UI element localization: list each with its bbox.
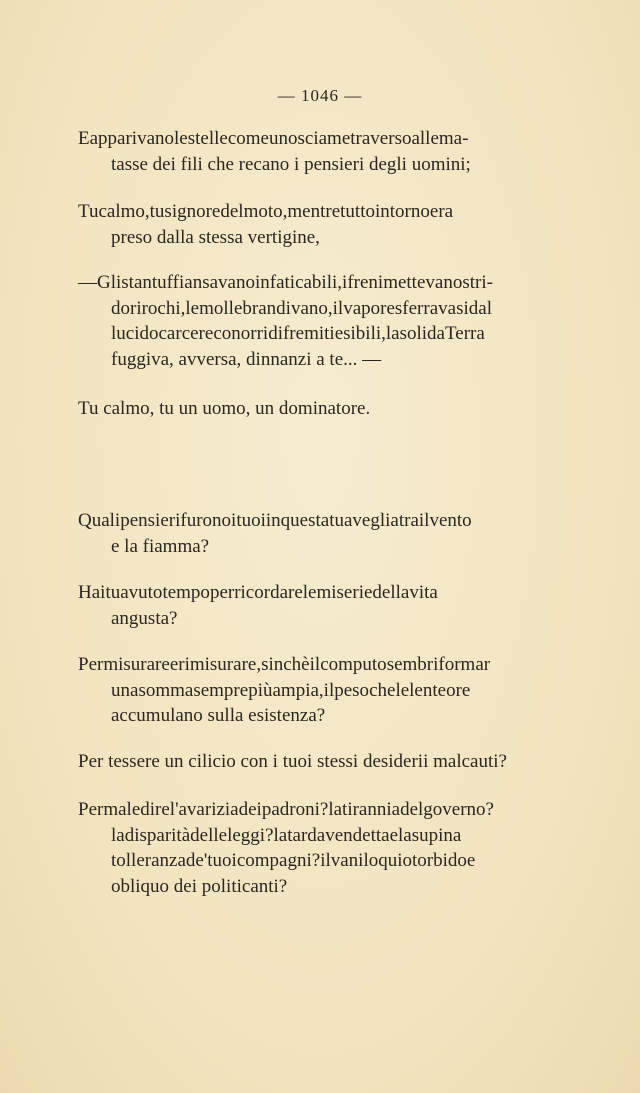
word: stelle [187, 128, 228, 149]
word: Per [78, 654, 104, 675]
word: stantuffi [121, 272, 185, 293]
word: come [227, 128, 269, 149]
stanza-line [78, 270, 584, 296]
word: tarda [287, 824, 326, 846]
word: ricordare [234, 582, 303, 603]
stanza-line: obliquo dei politicanti? [111, 875, 288, 897]
word: freni [347, 272, 384, 293]
word: peso [334, 679, 370, 701]
word: vento [429, 510, 472, 531]
word: orridi [240, 323, 283, 344]
word: miserie [316, 582, 373, 603]
stanza-line [78, 580, 584, 606]
stanza-3 [78, 270, 584, 372]
word: disparità [124, 824, 191, 846]
word: stri- [462, 272, 493, 293]
word: traverso [350, 128, 412, 149]
word: le [302, 582, 317, 603]
word: il [332, 297, 344, 319]
word: compagni? [236, 850, 321, 871]
word: la [385, 323, 400, 344]
word: vapore [343, 297, 395, 319]
word: la [273, 824, 288, 846]
word: dori [111, 297, 142, 319]
word: la [111, 824, 125, 846]
word: misurare [103, 654, 170, 675]
word: ma- [438, 128, 469, 149]
word: solida [399, 323, 445, 344]
word: Gli [97, 272, 122, 293]
word: era [429, 201, 454, 222]
word: dei [238, 799, 262, 820]
word: apparivano [89, 128, 175, 149]
stanza-line: Per tessere un cilicio con i tuoi stessi desiderii malcauti? [78, 751, 507, 772]
word: della [372, 582, 410, 603]
word: in [265, 510, 281, 531]
stanza-line [78, 678, 584, 704]
word: tra [398, 510, 419, 531]
word: tu [105, 582, 121, 603]
stanza-line [78, 652, 584, 678]
word: il [418, 510, 430, 531]
stanza-line [78, 199, 584, 225]
word: rochi, [141, 297, 186, 319]
stanza-line: angusta? [111, 607, 178, 629]
stanza-line: preso dalla stessa vertigine, [111, 226, 320, 248]
stanza-7 [78, 652, 584, 729]
word: vendetta [325, 824, 390, 846]
word: lente [409, 679, 447, 701]
word: rimisurare, [178, 654, 262, 675]
stanza-line: accumulano sulla esistenza? [111, 705, 326, 726]
word: il [320, 850, 331, 871]
stanza-line [78, 823, 584, 849]
word: intorno [375, 201, 430, 222]
word: signore [164, 201, 221, 222]
word: sembri [386, 654, 439, 675]
word: tua [329, 510, 353, 531]
word: governo? [423, 799, 494, 820]
word: le [185, 297, 200, 319]
stanza-line [78, 797, 584, 823]
stanza-1 [78, 126, 584, 177]
stanza-8 [78, 749, 584, 775]
word: delle [190, 824, 228, 846]
word: Hai [78, 582, 106, 603]
word: sferravasi [394, 297, 469, 319]
word: veglia [352, 510, 399, 531]
word: avuto [120, 582, 163, 603]
word: Per [78, 799, 104, 820]
stanza-5 [78, 508, 584, 559]
word: che [369, 679, 396, 701]
word: padroni? [261, 799, 329, 820]
word: sempre [193, 679, 249, 701]
word: calmo, [98, 201, 150, 222]
word: E [78, 128, 90, 149]
word: supina [411, 824, 462, 846]
word: ansavano [184, 272, 255, 293]
word: del [220, 201, 244, 222]
word: ore [446, 679, 471, 701]
word: per [209, 582, 235, 603]
stanza-9 [78, 797, 584, 899]
word: dal [468, 297, 492, 319]
word: lucido [111, 323, 159, 344]
stanza-2 [78, 199, 584, 250]
word: tu [149, 201, 165, 222]
word: le [174, 128, 188, 149]
word: brandivano, [242, 297, 333, 319]
word: la [328, 799, 343, 820]
stanza-line: Tu calmo, tu un uomo, un dominatore. [78, 398, 371, 419]
word: maledire [103, 799, 170, 820]
word: il [309, 654, 321, 675]
stanza-line [78, 508, 584, 534]
word: fremiti [282, 323, 335, 344]
word: Tu [78, 201, 99, 222]
word: tuoi [207, 850, 237, 871]
word: tirannia [342, 799, 401, 820]
word: vita [409, 582, 438, 603]
word: mentre [287, 201, 341, 222]
word: Terra [445, 323, 485, 344]
stanza-line: e la fiamma? [111, 535, 210, 557]
word: moto, [243, 201, 288, 222]
word: il [323, 679, 335, 701]
word: tuoi [236, 510, 266, 531]
stanza-6 [78, 580, 584, 631]
word: computo [320, 654, 387, 675]
word: Quali [78, 510, 121, 531]
word: uno [269, 128, 298, 149]
word: sinchè [261, 654, 310, 675]
word: una [111, 679, 139, 701]
word: vaniloquio [330, 850, 413, 871]
word: e [169, 654, 179, 675]
word: somma [138, 679, 194, 701]
word: tempo [162, 582, 210, 603]
word: carcere [158, 323, 214, 344]
word: sciame [297, 128, 351, 149]
word: ampia, [272, 679, 324, 701]
word: torbido [412, 850, 467, 871]
word: de' [185, 850, 208, 871]
word: formar [438, 654, 491, 675]
word: questa [280, 510, 330, 531]
page-number: — 1046 — [277, 86, 363, 105]
word: e [389, 824, 399, 846]
word: infaticabili, [254, 272, 343, 293]
word: molle [199, 297, 243, 319]
word: e [466, 850, 476, 871]
word: con [213, 323, 241, 344]
stanza-line: fuggiva, avversa, dinnanzi a te... — [111, 348, 382, 370]
word: tolleranza [111, 850, 186, 871]
word: tutto [340, 201, 375, 222]
stanza-line [78, 848, 584, 874]
word: i [342, 272, 348, 293]
word: alle [411, 128, 439, 149]
word: la [398, 824, 412, 846]
word: del [400, 799, 424, 820]
word: le [395, 679, 410, 701]
word: più [248, 679, 273, 701]
word: pensieri [120, 510, 181, 531]
stanza-line [78, 321, 584, 347]
stanza-line [78, 296, 584, 322]
stanza-line: tasse dei fili che recano i pensieri degli uomini; [111, 153, 471, 175]
word: e [334, 323, 344, 344]
word: sibili, [343, 323, 386, 344]
stanza-4 [78, 396, 584, 422]
stanza-line [78, 126, 584, 152]
word: i [231, 510, 237, 531]
word: l'avarizia [169, 799, 239, 820]
word: leggi? [227, 824, 274, 846]
word: furono [180, 510, 232, 531]
word: — [78, 272, 97, 293]
word: mettevano [383, 272, 463, 293]
